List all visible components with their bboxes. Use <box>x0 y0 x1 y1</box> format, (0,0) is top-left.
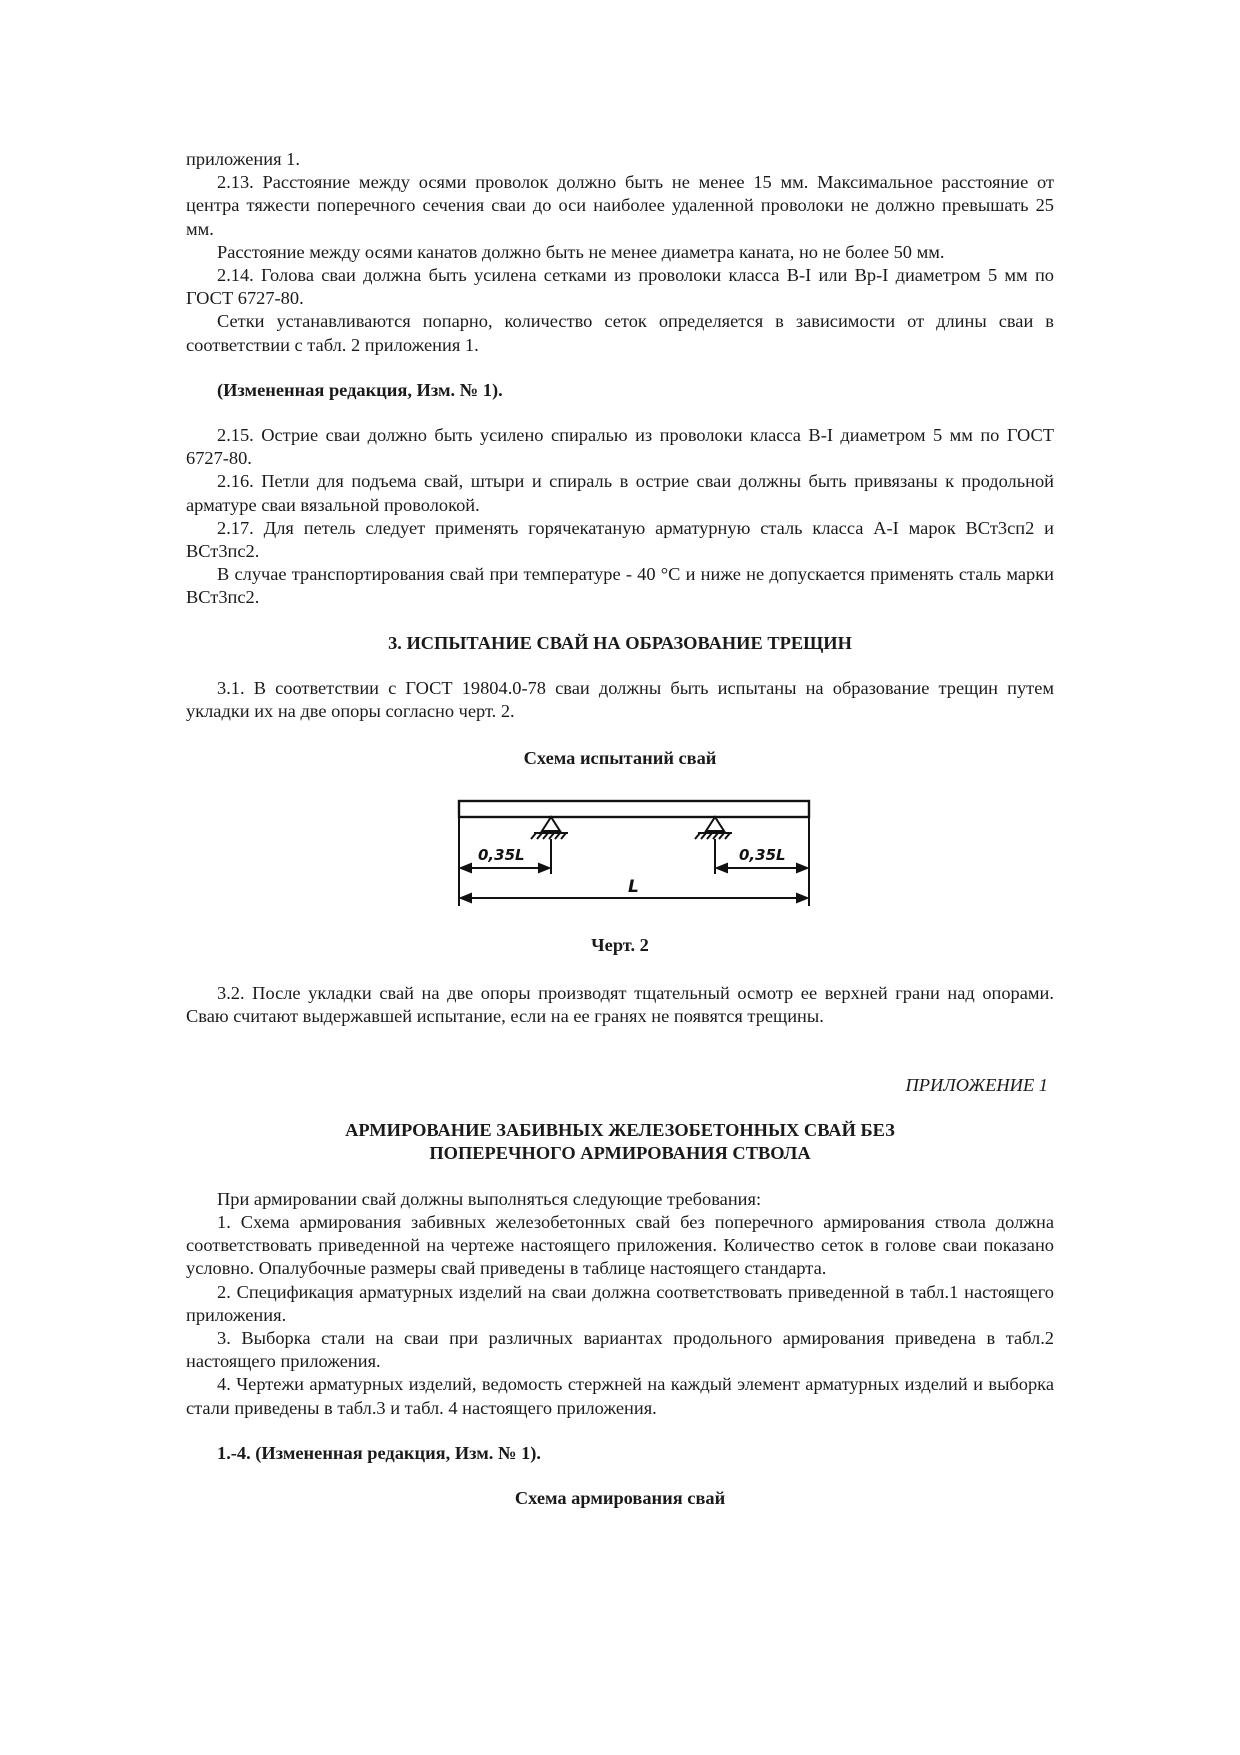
pile-beam <box>459 801 809 817</box>
paragraph: При армировании свай должны выполняться следующие требования: <box>217 1188 762 1209</box>
appendix-title-line-1: АРМИРОВАНИЕ ЗАБИВНЫХ ЖЕЛЕЗОБЕТОННЫХ СВАЙ БЕЗ <box>345 1120 895 1141</box>
paragraph-2-13: 2.13. Расстояние между осями проволок должно быть не менее 15 мм. Максимальное расстояние от центра тяжести поперечного сечения сваи до оси наиболее удаленной проволоки не должно превышать 25 мм. <box>186 172 1054 239</box>
section-3-title: 3. ИСПЫТАНИЕ СВАЙ НА ОБРАЗОВАНИЕ ТРЕЩИН <box>388 632 852 653</box>
paragraph-2-16: 2.16. Петли для подъема свай, штыри и спираль в острие сваи должны быть привязаны к продольной арматуре сваи вязальной проволокой. <box>186 471 1054 515</box>
paragraph: Расстояние между осями канатов должно быть не менее диаметра каната, но не более 50 мм. <box>217 241 945 262</box>
paragraph-3-2: 3.2. После укладки свай на две опоры производят тщательный осмотр ее верхней грани над опорами. Сваю считают выдержавшей испытание, если на ее гранях не появятся трещины. <box>186 982 1054 1026</box>
paragraph: Сетки устанавливаются попарно, количество сеток определяется в зависимости от длины сваи в соответствии с табл. 2 приложения 1. <box>186 311 1054 355</box>
appendix-title-line-2: ПОПЕРЕЧНОГО АРМИРОВАНИЯ СТВОЛА <box>429 1143 811 1164</box>
pile-test-svg <box>456 798 816 910</box>
appendix-label: ПРИЛОЖЕНИЕ 1 <box>905 1075 1048 1096</box>
amendment-note: (Измененная редакция, Изм. № 1). <box>217 379 503 400</box>
requirement-1: 1. Схема армирования забивных железобетонных свай без поперечного армирования ствола должна соответствовать приведенной на чертеже настоящего приложения. Количество сеток в голове сваи показано условно. Опалубочные размеры свай приведены в таблице настоящего стандарта. <box>186 1211 1054 1279</box>
document-page <box>186 148 1054 1510</box>
arrow-icon <box>797 864 807 872</box>
right-dimension-label: 0,35L <box>739 846 786 865</box>
requirement-2: 2. Спецификация арматурных изделий на сваи должна соответствовать приведенной в табл.1 настоящего приложения. <box>186 1281 1054 1325</box>
left-dimension-label: 0,35L <box>478 846 525 865</box>
right-support-icon <box>695 817 732 839</box>
paragraph-2-17: 2.17. Для петель следует применять горячекатаную арматурную сталь класса А-I марок ВСт3сп2 и ВСт3пс2. <box>186 517 1054 562</box>
amendment-note: 1.-4. (Измененная редакция, Изм. № 1). <box>217 1442 541 1463</box>
paragraph: В случае транспортирования свай при температуре - 40 °С и ниже не допускается применять сталь марки ВСт3пс2. <box>186 564 1054 608</box>
figure-caption: Черт. 2 <box>591 935 649 956</box>
figure-title: Схема испытаний свай <box>523 748 717 769</box>
paragraph: приложения 1. <box>186 149 300 169</box>
requirement-4: 4. Чертежи арматурных изделий, ведомость стержней на каждый элемент арматурных изделий и выборка стали приведены в табл.3 и табл. 4 настоящего приложения. <box>186 1374 1054 1418</box>
arrow-icon <box>461 864 471 872</box>
arrow-icon <box>539 864 549 872</box>
left-support-icon <box>531 817 568 839</box>
scheme-title: Схема армирования свай <box>514 1487 726 1508</box>
arrow-icon <box>717 864 727 872</box>
pile-test-diagram <box>186 798 1054 910</box>
paragraph-2-14: 2.14. Голова сваи должна быть усилена сетками из проволоки класса В-I или Вр-I диаметром 5 мм по ГОСТ 6727-80. <box>186 265 1054 309</box>
paragraph-3-1: 3.1. В соответствии с ГОСТ 19804.0-78 сваи должны быть испытаны на образование трещин путем укладки их на две опоры согласно черт. 2. <box>186 677 1054 722</box>
arrow-icon <box>461 894 471 902</box>
arrow-icon <box>797 894 807 902</box>
requirement-3: 3. Выборка стали на сваи при различных вариантах продольного армирования приведена в табл.2 настоящего приложения. <box>186 1327 1054 1372</box>
total-length-label: L <box>628 877 639 898</box>
paragraph-2-15: 2.15. Острие сваи должно быть усилено спиралью из проволоки класса В-I диаметром 5 мм по ГОСТ 6727-80. <box>186 425 1054 469</box>
